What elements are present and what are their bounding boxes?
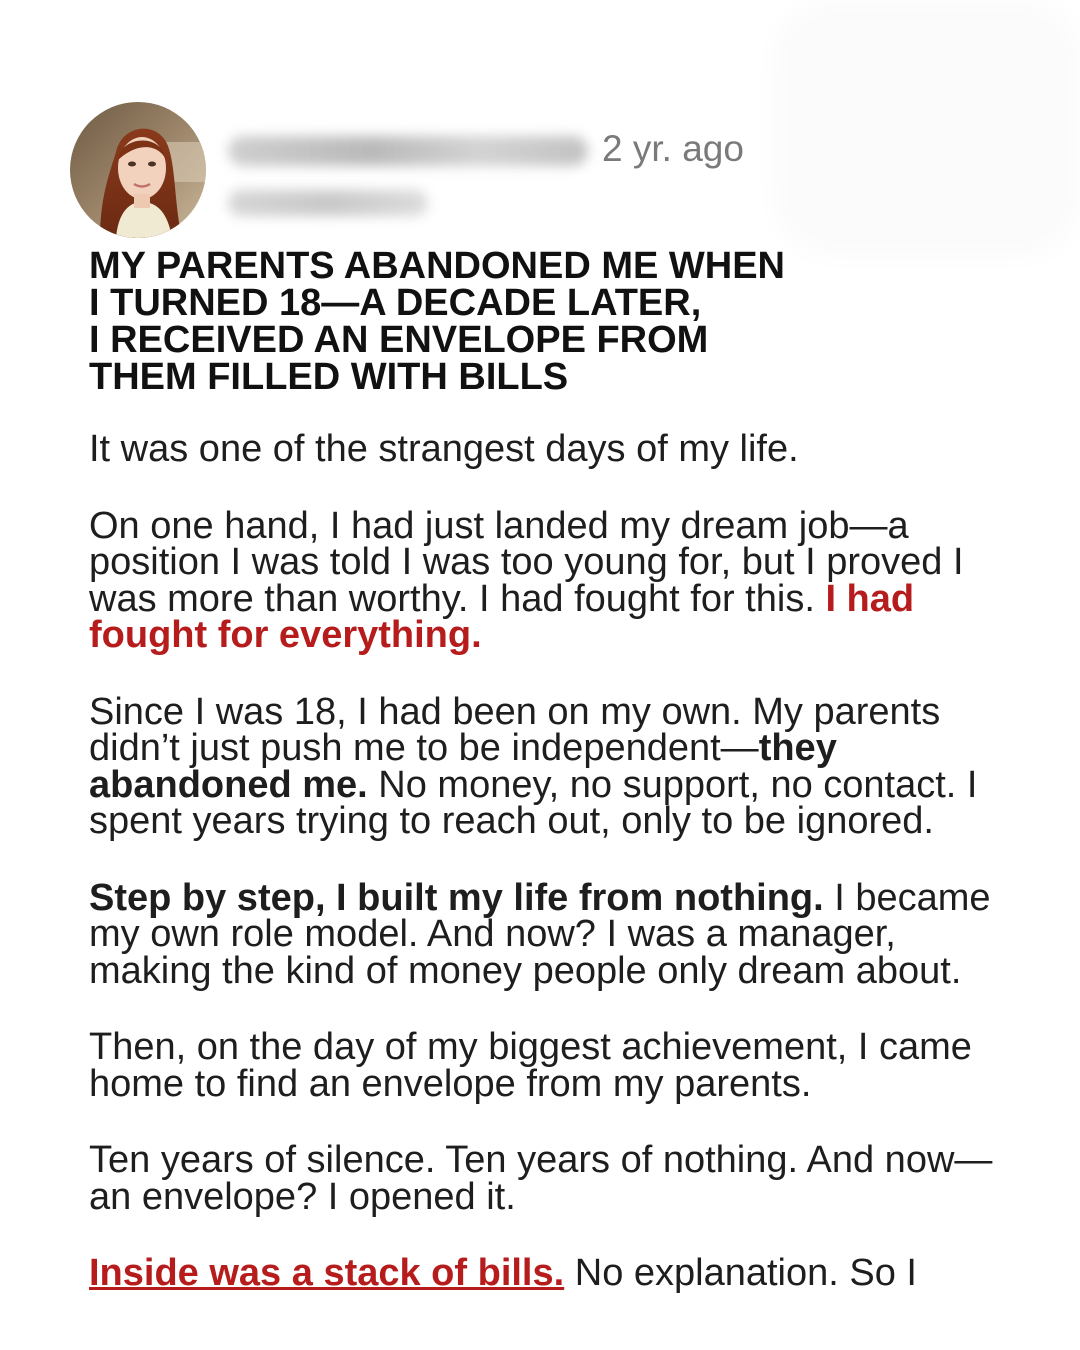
headline-line: THEM FILLED WITH BILLS (89, 356, 569, 398)
story-paragraph (89, 1026, 994, 1105)
story-paragraph (89, 690, 994, 842)
post-header (70, 102, 870, 238)
paragraph-text: On one hand, I had just landed my dream job—a position I was told I was too young for, but I proved I was more than worthy. I had fought for this. (89, 504, 964, 620)
paragraph-text: Ten years of silence. Ten years of nothing. And now—an envelope? I opened it. (89, 1139, 993, 1218)
headline-line: MY PARENTS ABANDONED ME WHEN (89, 245, 785, 287)
headline-line: I TURNED 18—A DECADE LATER, (89, 282, 702, 324)
paragraph-text: No money, no support, no contact. I spent years trying to reach out, only to be ignored. (89, 763, 978, 842)
emphasis-bold-text: they abandoned me. (89, 727, 837, 806)
headline-line: I RECEIVED AN ENVELOPE FROM (89, 319, 709, 361)
avatar[interactable] (70, 102, 206, 238)
highlight-red-text: Inside was a stack of bills. (89, 1252, 565, 1294)
story-paragraph (89, 876, 994, 992)
paragraph-text: Then, on the day of my biggest achievement, I came home to find an envelope from my parents. (89, 1026, 972, 1105)
post-timestamp: 2 yr. ago (602, 128, 744, 169)
story-body (89, 428, 994, 1332)
highlight-red-text: I had fought for everything. (89, 577, 915, 656)
avatar-portrait-image (70, 102, 206, 238)
username-blurred[interactable] (228, 136, 588, 166)
story-headline (89, 245, 989, 398)
emphasis-bold-text: Step by step, I built my life from nothing. (89, 876, 824, 919)
byline-blurred (228, 190, 428, 216)
story-paragraph (89, 428, 994, 470)
paragraph-text: No explanation. So I (564, 1252, 917, 1294)
story-paragraph (89, 1252, 994, 1294)
paragraph-text: Since I was 18, I had been on my own. My parents didn’t just push me to be independent— (89, 690, 941, 769)
story-paragraph (89, 1139, 994, 1218)
story-paragraph (89, 504, 994, 656)
paragraph-text: I became my own role model. And now? I was a manager, making the kind of money people only dream about. (89, 876, 991, 992)
paragraph-text: It was one of the strangest days of my life. (89, 428, 799, 470)
